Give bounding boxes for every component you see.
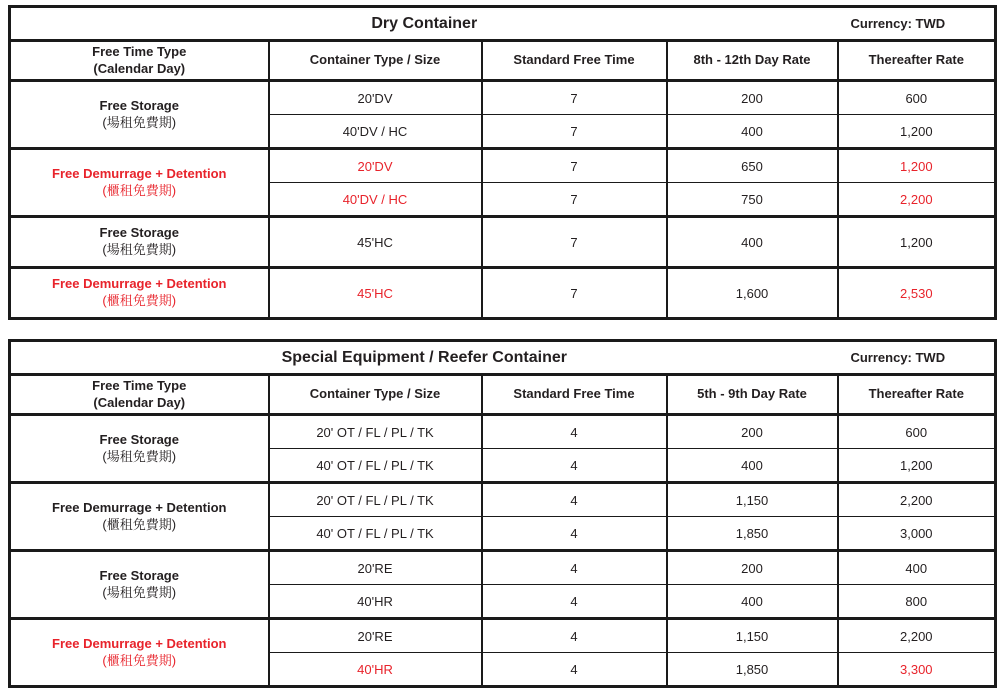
table-row bbox=[10, 217, 996, 268]
day-rate-cell: 200 bbox=[667, 81, 838, 115]
free-time-type-label: Free Demurrage + Detention bbox=[52, 499, 227, 515]
table-row bbox=[10, 268, 996, 319]
free-time-type-label-zh: (櫃租免費期) bbox=[102, 182, 177, 198]
container-type-cell: 20'DV bbox=[269, 81, 482, 115]
free-time-type-label-zh: (場租免費期) bbox=[102, 584, 177, 600]
container-type-cell: 20'RE bbox=[269, 619, 482, 653]
thereafter-rate-cell: 2,200 bbox=[838, 619, 996, 653]
day-rate-cell: 200 bbox=[667, 551, 838, 585]
standard-free-time-cell: 7 bbox=[482, 81, 667, 115]
reefer-table-header-row bbox=[10, 375, 996, 415]
free-time-type-label: Free Storage bbox=[99, 97, 179, 113]
day-rate-cell: 1,850 bbox=[667, 653, 838, 687]
thereafter-rate-cell: 1,200 bbox=[838, 115, 996, 149]
table-row bbox=[10, 483, 996, 517]
thereafter-rate-cell: 2,530 bbox=[838, 268, 996, 319]
free-time-type-label: Free Demurrage + Detention bbox=[52, 276, 227, 292]
dry-table-header-row bbox=[10, 41, 996, 81]
thereafter-rate-cell: 1,200 bbox=[838, 217, 996, 268]
day-rate-cell: 650 bbox=[667, 149, 838, 183]
free-time-type-label: Free Storage bbox=[99, 567, 179, 583]
thereafter-rate-cell: 1,200 bbox=[838, 449, 996, 483]
free-time-type-label-zh: (場租免費期) bbox=[102, 242, 177, 257]
standard-free-time-cell: 4 bbox=[482, 483, 667, 517]
table-title: Dry Container bbox=[371, 14, 478, 32]
standard-free-time-cell: 4 bbox=[482, 415, 667, 449]
free-time-type-cell bbox=[10, 551, 269, 619]
table-row bbox=[10, 619, 996, 653]
column-header-day-rate: 5th - 9th Day Rate bbox=[667, 375, 838, 415]
dry-table-title-row bbox=[10, 7, 996, 41]
reefer-table-title-row bbox=[10, 341, 996, 375]
column-header-line1: Free Time Type bbox=[92, 44, 187, 60]
free-time-type-cell bbox=[10, 415, 269, 483]
column-header-line1: Free Time Type bbox=[92, 378, 187, 394]
free-time-type-label: Free Demurrage + Detention bbox=[52, 635, 227, 651]
free-time-type-cell bbox=[10, 81, 269, 149]
free-time-type-cell bbox=[10, 217, 269, 268]
thereafter-rate-cell: 600 bbox=[838, 415, 996, 449]
day-rate-cell: 1,150 bbox=[667, 483, 838, 517]
standard-free-time-cell: 4 bbox=[482, 551, 667, 585]
standard-free-time-cell: 4 bbox=[482, 449, 667, 483]
container-type-cell: 45'HC bbox=[269, 217, 482, 268]
free-time-type-cell bbox=[10, 483, 269, 551]
container-type-cell: 20' OT / FL / PL / TK bbox=[269, 415, 482, 449]
day-rate-cell: 400 bbox=[667, 585, 838, 619]
thereafter-rate-cell: 2,200 bbox=[838, 483, 996, 517]
column-header-standard-free-time: Standard Free Time bbox=[482, 375, 667, 415]
currency-label: Currency: TWD bbox=[850, 16, 946, 31]
standard-free-time-cell: 4 bbox=[482, 653, 667, 687]
column-header-container-type: Container Type / Size bbox=[269, 41, 482, 81]
reefer-table-body bbox=[10, 415, 996, 687]
free-time-type-label-zh: (場租免費期) bbox=[102, 114, 177, 130]
column-header-thereafter-rate: Thereafter Rate bbox=[838, 41, 996, 81]
column-header-free-time-type bbox=[10, 41, 269, 81]
day-rate-cell: 400 bbox=[667, 449, 838, 483]
day-rate-cell: 200 bbox=[667, 415, 838, 449]
free-time-type-label: Free Demurrage + Detention bbox=[52, 165, 227, 181]
column-header-standard-free-time: Standard Free Time bbox=[482, 41, 667, 81]
day-rate-cell: 400 bbox=[667, 115, 838, 149]
standard-free-time-cell: 4 bbox=[482, 585, 667, 619]
thereafter-rate-cell: 3,000 bbox=[838, 517, 996, 551]
free-time-type-label-zh: (櫃租免費期) bbox=[102, 652, 177, 668]
thereafter-rate-cell: 2,200 bbox=[838, 183, 996, 217]
reefer-container-table bbox=[8, 339, 997, 688]
column-header-line2: (Calendar Day) bbox=[93, 394, 186, 410]
thereafter-rate-cell: 800 bbox=[838, 585, 996, 619]
day-rate-cell: 750 bbox=[667, 183, 838, 217]
container-type-cell: 20'RE bbox=[269, 551, 482, 585]
standard-free-time-cell: 4 bbox=[482, 517, 667, 551]
column-header-container-type: Container Type / Size bbox=[269, 375, 482, 415]
container-type-cell: 45'HC bbox=[269, 268, 482, 319]
standard-free-time-cell: 7 bbox=[482, 268, 667, 319]
dry-table-body bbox=[10, 81, 996, 319]
free-time-type-label-zh: (櫃租免費期) bbox=[102, 516, 177, 532]
day-rate-cell: 400 bbox=[667, 217, 838, 268]
day-rate-cell: 1,850 bbox=[667, 517, 838, 551]
thereafter-rate-cell: 400 bbox=[838, 551, 996, 585]
column-header-line2: (Calendar Day) bbox=[93, 60, 186, 76]
table-row bbox=[10, 551, 996, 585]
table-row bbox=[10, 81, 996, 115]
free-time-type-label: Free Storage bbox=[99, 431, 179, 447]
standard-free-time-cell: 7 bbox=[482, 115, 667, 149]
free-time-type-label-zh: (櫃租免費期) bbox=[102, 293, 177, 308]
standard-free-time-cell: 4 bbox=[482, 619, 667, 653]
thereafter-rate-cell: 3,300 bbox=[838, 653, 996, 687]
column-header-thereafter-rate: Thereafter Rate bbox=[838, 375, 996, 415]
container-type-cell: 40'DV / HC bbox=[269, 183, 482, 217]
standard-free-time-cell: 7 bbox=[482, 183, 667, 217]
standard-free-time-cell: 7 bbox=[482, 217, 667, 268]
container-type-cell: 40'HR bbox=[269, 585, 482, 619]
currency-label: Currency: TWD bbox=[850, 350, 946, 365]
container-type-cell: 40' OT / FL / PL / TK bbox=[269, 517, 482, 551]
container-type-cell: 20' OT / FL / PL / TK bbox=[269, 483, 482, 517]
container-type-cell: 40' OT / FL / PL / TK bbox=[269, 449, 482, 483]
free-time-type-label: Free Storage bbox=[99, 225, 179, 241]
thereafter-rate-cell: 600 bbox=[838, 81, 996, 115]
container-type-cell: 40'DV / HC bbox=[269, 115, 482, 149]
free-time-type-cell bbox=[10, 149, 269, 217]
table-title: Special Equipment / Reefer Container bbox=[281, 348, 567, 366]
column-header-free-time-type bbox=[10, 375, 269, 415]
dry-container-table bbox=[8, 5, 997, 320]
standard-free-time-cell: 7 bbox=[482, 149, 667, 183]
container-type-cell: 20'DV bbox=[269, 149, 482, 183]
table-row bbox=[10, 415, 996, 449]
free-time-type-cell bbox=[10, 619, 269, 687]
table-row bbox=[10, 149, 996, 183]
column-header-day-rate: 8th - 12th Day Rate bbox=[667, 41, 838, 81]
day-rate-cell: 1,150 bbox=[667, 619, 838, 653]
day-rate-cell: 1,600 bbox=[667, 268, 838, 319]
thereafter-rate-cell: 1,200 bbox=[838, 149, 996, 183]
container-type-cell: 40'HR bbox=[269, 653, 482, 687]
free-time-type-label-zh: (場租免費期) bbox=[102, 448, 177, 464]
free-time-type-cell bbox=[10, 268, 269, 319]
